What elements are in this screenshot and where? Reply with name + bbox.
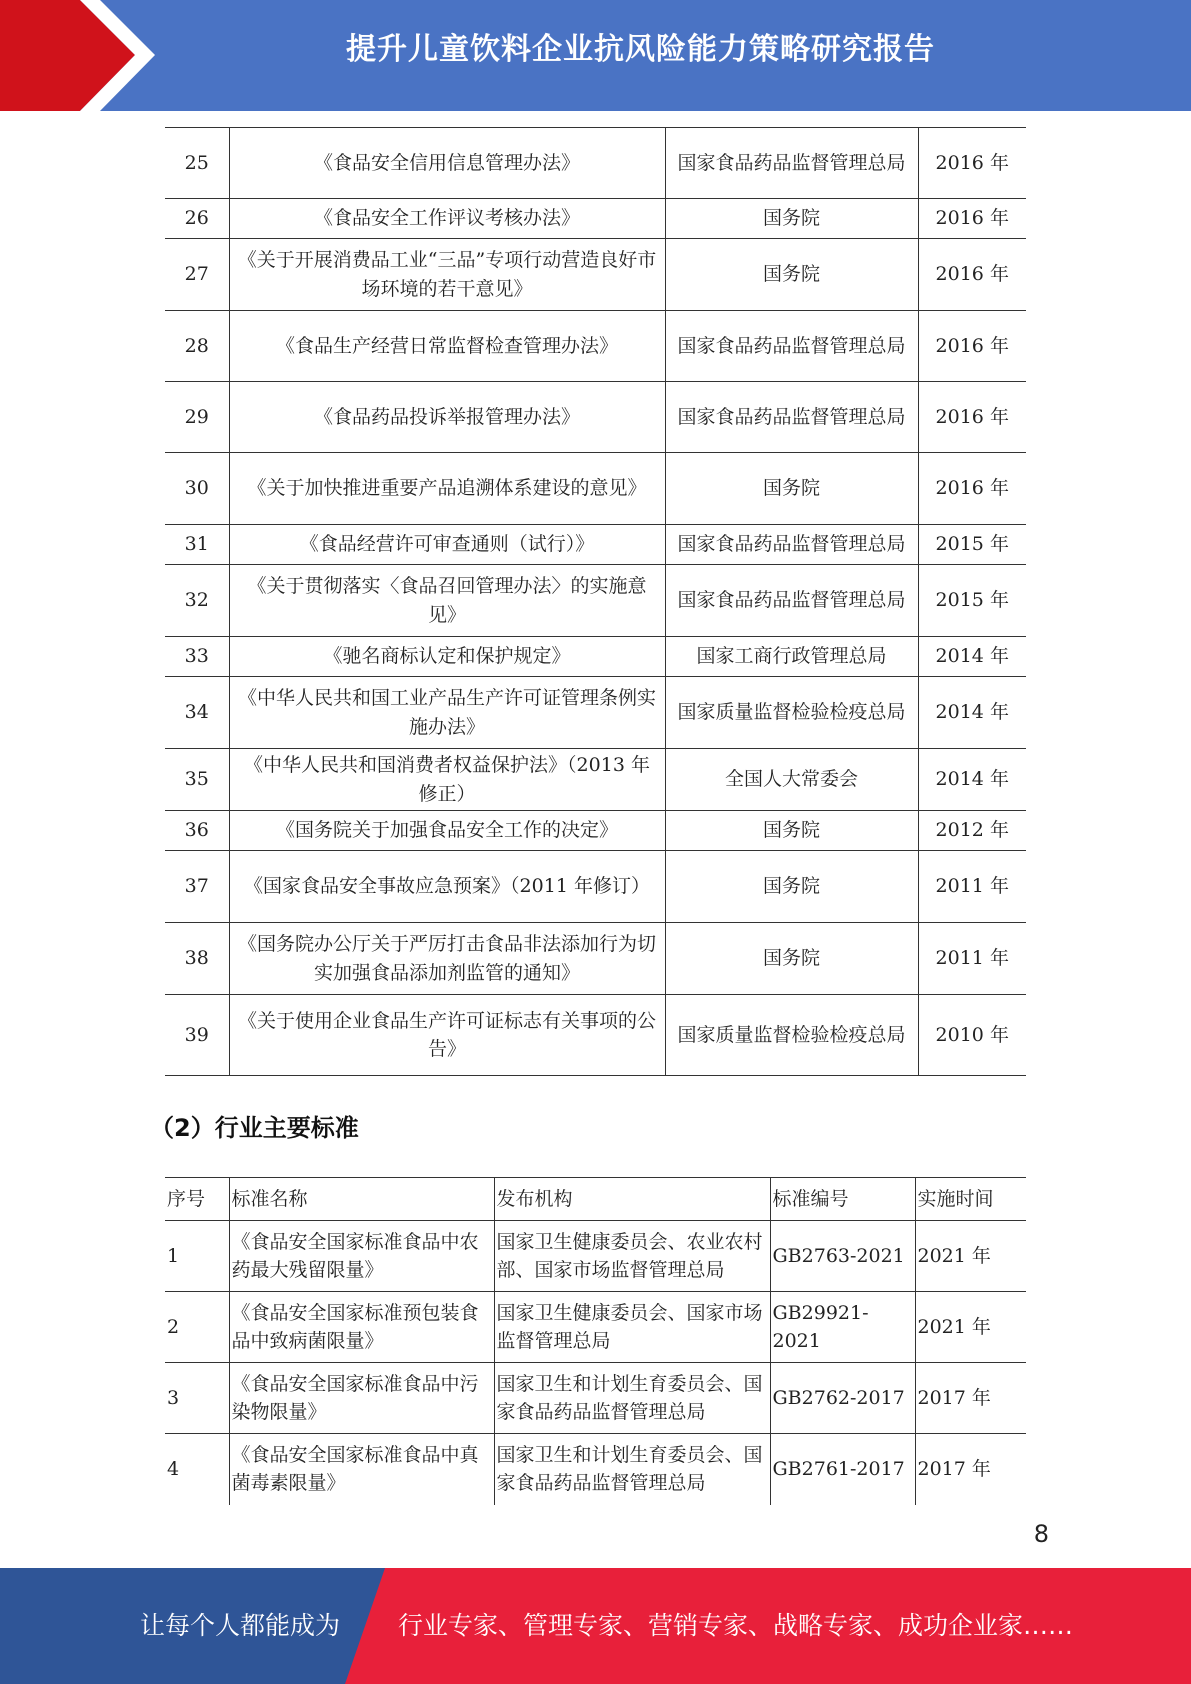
- regulation-name: 《食品安全工作评议考核办法》: [229, 199, 665, 239]
- footer-slogan-left: 让每个人都能成为: [140, 1611, 341, 1640]
- regulation-name: 《驰名商标认定和保护规定》: [229, 637, 665, 677]
- regulation-row: [165, 637, 1026, 677]
- standard-date: 2021 年: [915, 1292, 1026, 1363]
- standard-date: 2017 年: [915, 1363, 1026, 1434]
- regulation-name: 《食品药品投诉举报管理办法》: [229, 382, 665, 453]
- standard-number: 3: [165, 1363, 229, 1434]
- regulation-number: 35: [165, 749, 229, 811]
- regulation-year: 2016 年: [918, 311, 1026, 382]
- standard-name: 《食品安全国家标准食品中真菌毒素限量》: [229, 1434, 494, 1505]
- regulation-row: [165, 677, 1026, 749]
- regulation-row: [165, 128, 1026, 199]
- standard-row: [165, 1292, 1026, 1363]
- column-header-date: 实施时间: [915, 1178, 1026, 1221]
- regulation-row: [165, 749, 1026, 811]
- standard-number: 1: [165, 1221, 229, 1292]
- standard-date: 2021 年: [915, 1221, 1026, 1292]
- standard-name: 《食品安全国家标准预包装食品中致病菌限量》: [229, 1292, 494, 1363]
- regulation-row: [165, 851, 1026, 923]
- standard-number: 4: [165, 1434, 229, 1505]
- regulation-name: 《中华人民共和国工业产品生产许可证管理条例实施办法》: [229, 677, 665, 749]
- regulation-year: 2016 年: [918, 453, 1026, 525]
- regulation-name: 《国务院办公厅关于严厉打击食品非法添加行为切实加强食品添加剂监管的通知》: [229, 923, 665, 995]
- standard-code: GB2761-2017: [770, 1434, 915, 1505]
- regulation-year: 2011 年: [918, 923, 1026, 995]
- regulation-department: 全国人大常委会: [665, 749, 918, 811]
- standard-name: 《食品安全国家标准食品中农药最大残留限量》: [229, 1221, 494, 1292]
- regulation-number: 37: [165, 851, 229, 923]
- regulations-table: [165, 127, 1026, 1076]
- regulation-department: 国家质量监督检验检疫总局: [665, 677, 918, 749]
- standard-code: GB2763-2021: [770, 1221, 915, 1292]
- page-number: 8: [1033, 1520, 1049, 1548]
- standard-row: [165, 1434, 1026, 1505]
- regulation-name: 《食品安全信用信息管理办法》: [229, 128, 665, 199]
- standard-row: [165, 1221, 1026, 1292]
- regulation-number: 27: [165, 239, 229, 311]
- regulation-name: 《关于开展消费品工业“三品”专项行动营造良好市场环境的若干意见》: [229, 239, 665, 311]
- regulation-row: [165, 923, 1026, 995]
- regulation-year: 2016 年: [918, 382, 1026, 453]
- regulation-row: [165, 382, 1026, 453]
- regulation-department: 国务院: [665, 453, 918, 525]
- report-title: 提升儿童饮料企业抗风险能力策略研究报告: [346, 32, 935, 67]
- regulation-year: 2012 年: [918, 811, 1026, 851]
- standard-date: 2017 年: [915, 1434, 1026, 1505]
- standard-organization: 国家卫生和计划生育委员会、国家食品药品监督管理总局: [494, 1434, 770, 1505]
- regulation-row: [165, 453, 1026, 525]
- regulation-department: 国家食品药品监督管理总局: [665, 128, 918, 199]
- regulation-number: 25: [165, 128, 229, 199]
- standard-name: 《食品安全国家标准食品中污染物限量》: [229, 1363, 494, 1434]
- standards-table: [165, 1177, 1026, 1505]
- regulation-year: 2016 年: [918, 239, 1026, 311]
- standards-header-row: [165, 1178, 1026, 1221]
- regulation-department: 国家食品药品监督管理总局: [665, 311, 918, 382]
- regulation-year: 2010 年: [918, 995, 1026, 1076]
- regulation-department: 国家质量监督检验检疫总局: [665, 995, 918, 1076]
- regulation-department: 国家食品药品监督管理总局: [665, 565, 918, 637]
- column-header-org: 发布机构: [494, 1178, 770, 1221]
- regulation-year: 2015 年: [918, 525, 1026, 565]
- regulation-year: 2014 年: [918, 749, 1026, 811]
- regulation-year: 2014 年: [918, 637, 1026, 677]
- header-banner: [0, 0, 1191, 111]
- regulation-number: 28: [165, 311, 229, 382]
- regulation-name: 《食品经营许可审查通则（试行）》: [229, 525, 665, 565]
- regulation-number: 26: [165, 199, 229, 239]
- regulation-department: 国务院: [665, 811, 918, 851]
- standard-code: GB2762-2017: [770, 1363, 915, 1434]
- standard-row: [165, 1363, 1026, 1434]
- regulation-number: 33: [165, 637, 229, 677]
- column-header-name: 标准名称: [229, 1178, 494, 1221]
- regulation-row: [165, 311, 1026, 382]
- regulation-name: 《关于加快推进重要产品追溯体系建设的意见》: [229, 453, 665, 525]
- standard-code: GB29921-2021: [770, 1292, 915, 1363]
- regulation-row: [165, 199, 1026, 239]
- regulation-number: 39: [165, 995, 229, 1076]
- regulation-year: 2011 年: [918, 851, 1026, 923]
- regulation-row: [165, 995, 1026, 1076]
- regulation-number: 31: [165, 525, 229, 565]
- regulation-department: 国务院: [665, 239, 918, 311]
- regulation-department: 国务院: [665, 851, 918, 923]
- regulation-number: 30: [165, 453, 229, 525]
- regulation-department: 国务院: [665, 199, 918, 239]
- regulation-name: 《国家食品安全事故应急预案》（2011 年修订）: [229, 851, 665, 923]
- column-header-code: 标准编号: [770, 1178, 915, 1221]
- footer-banner: [0, 1568, 1191, 1684]
- regulation-number: 29: [165, 382, 229, 453]
- regulation-department: 国务院: [665, 923, 918, 995]
- footer-slogan-right: 行业专家、管理专家、营销专家、战略专家、成功企业家……: [398, 1611, 1074, 1640]
- regulation-row: [165, 565, 1026, 637]
- regulation-year: 2016 年: [918, 199, 1026, 239]
- standard-organization: 国家卫生和计划生育委员会、国家食品药品监督管理总局: [494, 1363, 770, 1434]
- regulation-row: [165, 811, 1026, 851]
- column-header-no: 序号: [165, 1178, 229, 1221]
- regulation-name: 《关于贯彻落实〈食品召回管理办法〉的实施意见》: [229, 565, 665, 637]
- standard-organization: 国家卫生健康委员会、农业农村部、国家市场监督管理总局: [494, 1221, 770, 1292]
- regulation-year: 2014 年: [918, 677, 1026, 749]
- regulation-number: 34: [165, 677, 229, 749]
- regulation-row: [165, 525, 1026, 565]
- regulation-name: 《中华人民共和国消费者权益保护法》（2013 年修正）: [229, 749, 665, 811]
- regulation-number: 38: [165, 923, 229, 995]
- regulation-year: 2015 年: [918, 565, 1026, 637]
- regulation-row: [165, 239, 1026, 311]
- regulation-name: 《关于使用企业食品生产许可证标志有关事项的公告》: [229, 995, 665, 1076]
- standard-organization: 国家卫生健康委员会、国家市场监督管理总局: [494, 1292, 770, 1363]
- regulation-year: 2016 年: [918, 128, 1026, 199]
- regulation-department-text: 国家食品药品监督管理总局: [677, 532, 906, 555]
- regulation-number: 36: [165, 811, 229, 851]
- regulation-name: 《国务院关于加强食品安全工作的决定》: [229, 811, 665, 851]
- regulation-number: 32: [165, 565, 229, 637]
- section-heading: （2）行业主要标准: [150, 1114, 359, 1142]
- regulation-department: [665, 525, 918, 565]
- regulation-department: 国家食品药品监督管理总局: [665, 382, 918, 453]
- regulation-name: 《食品生产经营日常监督检查管理办法》: [229, 311, 665, 382]
- regulation-department: 国家工商行政管理总局: [665, 637, 918, 677]
- standard-number: 2: [165, 1292, 229, 1363]
